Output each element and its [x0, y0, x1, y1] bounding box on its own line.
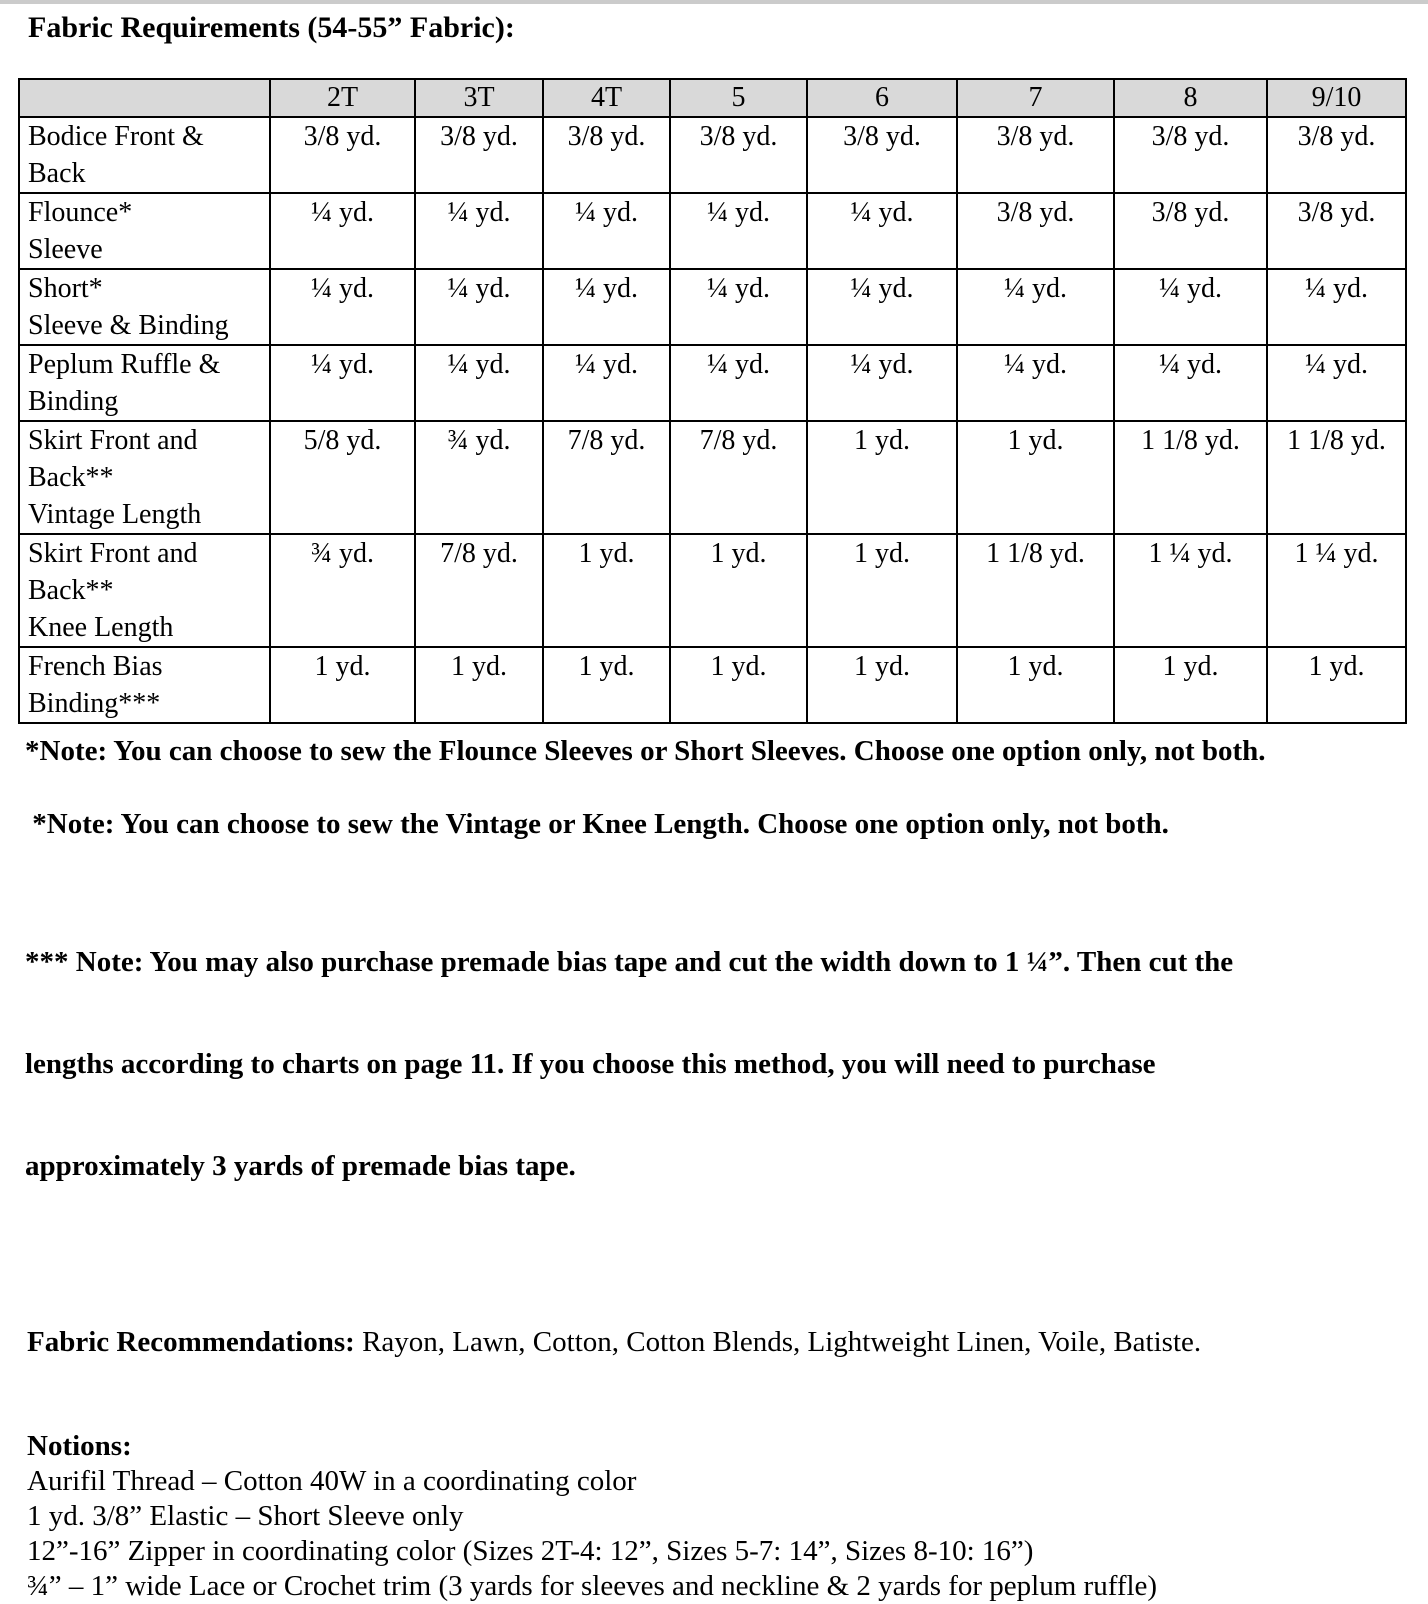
header-cell-blank [19, 79, 270, 117]
yardage-cell: ¼ yd. [270, 345, 415, 421]
row-label-line: Knee Length [28, 612, 174, 643]
row-label-line: Skirt Front and [28, 538, 198, 569]
yardage-cell: 1 yd. [1267, 647, 1406, 723]
table-row [19, 345, 1406, 421]
yardage-cell: ¼ yd. [670, 269, 807, 345]
yardage-cell: 1 yd. [1114, 647, 1267, 723]
row-label-cell [19, 117, 270, 193]
fabric-recommendations-heading: Fabric Recommendations: [27, 1326, 355, 1358]
row-label-cell [19, 345, 270, 421]
yardage-cell: 1 yd. [957, 421, 1114, 534]
fabric-requirements-table [18, 78, 1407, 724]
yardage-cell: 3/8 yd. [270, 117, 415, 193]
table-row [19, 269, 1406, 345]
yardage-cell: ¼ yd. [807, 345, 957, 421]
page-title: Fabric Requirements (54-55” Fabric): [28, 11, 515, 44]
yardage-cell: 3/8 yd. [1114, 193, 1267, 269]
row-label-line: Vintage Length [28, 499, 202, 530]
row-label-line: Back** [28, 575, 114, 606]
yardage-cell: ¾ yd. [415, 421, 543, 534]
yardage-cell: 7/8 yd. [670, 421, 807, 534]
row-label-line: French Bias [28, 651, 163, 682]
yardage-cell: ¼ yd. [957, 269, 1114, 345]
yardage-cell: 1 1/8 yd. [957, 534, 1114, 647]
table-row [19, 117, 1406, 193]
yardage-cell: 3/8 yd. [670, 117, 807, 193]
yardage-cell: 1 1/8 yd. [1114, 421, 1267, 534]
row-label-cell [19, 534, 270, 647]
header-cell-size-6: 6 [807, 79, 957, 117]
yardage-cell: ¼ yd. [1267, 345, 1406, 421]
fabric-recommendations-text: Rayon, Lawn, Cotton, Cotton Blends, Lightweight Linen, Voile, Batiste. [354, 1326, 1202, 1358]
yardage-cell: 3/8 yd. [1267, 117, 1406, 193]
yardage-cell: ¼ yd. [670, 345, 807, 421]
table-row [19, 534, 1406, 647]
yardage-cell: ¼ yd. [270, 193, 415, 269]
table-row [19, 193, 1406, 269]
yardage-cell: ¼ yd. [415, 193, 543, 269]
yardage-cell: 1 yd. [807, 534, 957, 647]
row-label-line: Flounce* [28, 197, 133, 228]
yardage-cell: ¼ yd. [415, 269, 543, 345]
header-cell-size-5: 5 [670, 79, 807, 117]
row-label-line: Sleeve [28, 234, 103, 265]
yardage-cell: ¾ yd. [270, 534, 415, 647]
note-length-option: *Note: You can choose to sew the Vintage or Knee Length. Choose one option only, not both. [25, 808, 1169, 840]
note-bias-tape [25, 877, 1365, 1251]
yardage-cell: 1 yd. [543, 647, 670, 723]
notions-heading: Notions: [27, 1430, 132, 1462]
yardage-cell: 3/8 yd. [807, 117, 957, 193]
yardage-cell: 7/8 yd. [415, 534, 543, 647]
yardage-cell: ¼ yd. [957, 345, 1114, 421]
yardage-cell: 1 1/8 yd. [1267, 421, 1406, 534]
row-label-cell [19, 193, 270, 269]
row-label-cell [19, 647, 270, 723]
yardage-cell: 1 yd. [807, 647, 957, 723]
note-sleeve-option: *Note: You can choose to sew the Flounce Sleeves or Short Sleeves. Choose one option only, not both. [25, 735, 1266, 767]
yardage-cell: 3/8 yd. [415, 117, 543, 193]
note-bias-tape-line-3: approximately 3 yards of premade bias tape. [25, 1150, 576, 1182]
fabric-recommendations [27, 1325, 1428, 1359]
yardage-cell: ¼ yd. [1114, 269, 1267, 345]
header-cell-size-4T: 4T [543, 79, 670, 117]
header-cell-size-7: 7 [957, 79, 1114, 117]
yardage-cell: 1 yd. [807, 421, 957, 534]
document-page [0, 10, 1428, 1604]
notion-item-lace-trim: ¾” – 1” wide Lace or Crochet trim (3 yards for sleeves and neckline & 2 yards for peplum ruffle) [27, 1570, 1158, 1602]
notions-section [27, 1429, 1428, 1604]
yardage-cell: 1 ¼ yd. [1267, 534, 1406, 647]
yardage-cell: 1 yd. [670, 647, 807, 723]
yardage-cell: ¼ yd. [670, 193, 807, 269]
yardage-cell: 1 yd. [543, 534, 670, 647]
yardage-cell: 5/8 yd. [270, 421, 415, 534]
row-label-cell [19, 421, 270, 534]
yardage-cell: ¼ yd. [1267, 269, 1406, 345]
yardage-cell: 3/8 yd. [1114, 117, 1267, 193]
row-label-line: Sleeve & Binding [28, 310, 229, 341]
row-label-line: Bodice Front & [28, 121, 204, 152]
yardage-cell: 1 yd. [670, 534, 807, 647]
yardage-cell: ¼ yd. [807, 193, 957, 269]
yardage-cell: 3/8 yd. [1267, 193, 1406, 269]
row-label-line: Binding*** [28, 688, 161, 719]
yardage-cell: ¼ yd. [543, 269, 670, 345]
yardage-cell: ¼ yd. [543, 193, 670, 269]
notion-item-zipper: 12”-16” Zipper in coordinating color (Sizes 2T-4: 12”, Sizes 5-7: 14”, Sizes 8-10: 16”) [27, 1535, 1034, 1567]
yardage-cell: 1 yd. [957, 647, 1114, 723]
yardage-cell: 3/8 yd. [543, 117, 670, 193]
row-label-line: Peplum Ruffle & [28, 349, 221, 380]
row-label-line: Binding [28, 386, 119, 417]
row-label-cell [19, 269, 270, 345]
note-bias-tape-line-2: lengths according to charts on page 11. If you choose this method, you will need to purchase [25, 1048, 1156, 1080]
header-cell-size-8: 8 [1114, 79, 1267, 117]
notion-item-elastic: 1 yd. 3/8” Elastic – Short Sleeve only [27, 1500, 464, 1532]
header-cell-size-3T: 3T [415, 79, 543, 117]
notion-item-thread: Aurifil Thread – Cotton 40W in a coordinating color [27, 1465, 637, 1497]
yardage-cell: ¼ yd. [1114, 345, 1267, 421]
yardage-cell: 3/8 yd. [957, 193, 1114, 269]
header-cell-size-9-10: 9/10 [1267, 79, 1406, 117]
yardage-cell: 1 yd. [270, 647, 415, 723]
table-header-row [19, 79, 1406, 117]
page-top-strip [0, 0, 1428, 4]
table-row [19, 647, 1406, 723]
yardage-cell: 3/8 yd. [957, 117, 1114, 193]
yardage-cell: 7/8 yd. [543, 421, 670, 534]
row-label-line: Skirt Front and [28, 425, 198, 456]
yardage-cell: 1 yd. [415, 647, 543, 723]
yardage-cell: ¼ yd. [270, 269, 415, 345]
yardage-cell: ¼ yd. [807, 269, 957, 345]
yardage-cell: ¼ yd. [415, 345, 543, 421]
row-label-line: Short* [28, 273, 103, 304]
table-row [19, 421, 1406, 534]
yardage-cell: ¼ yd. [543, 345, 670, 421]
yardage-cell: 1 ¼ yd. [1114, 534, 1267, 647]
row-label-line: Back** [28, 462, 114, 493]
row-label-line: Back [28, 158, 86, 189]
header-cell-size-2T: 2T [270, 79, 415, 117]
note-bias-tape-line-1: *** Note: You may also purchase premade bias tape and cut the width down to 1 ¼”. Then cut the [25, 946, 1234, 978]
